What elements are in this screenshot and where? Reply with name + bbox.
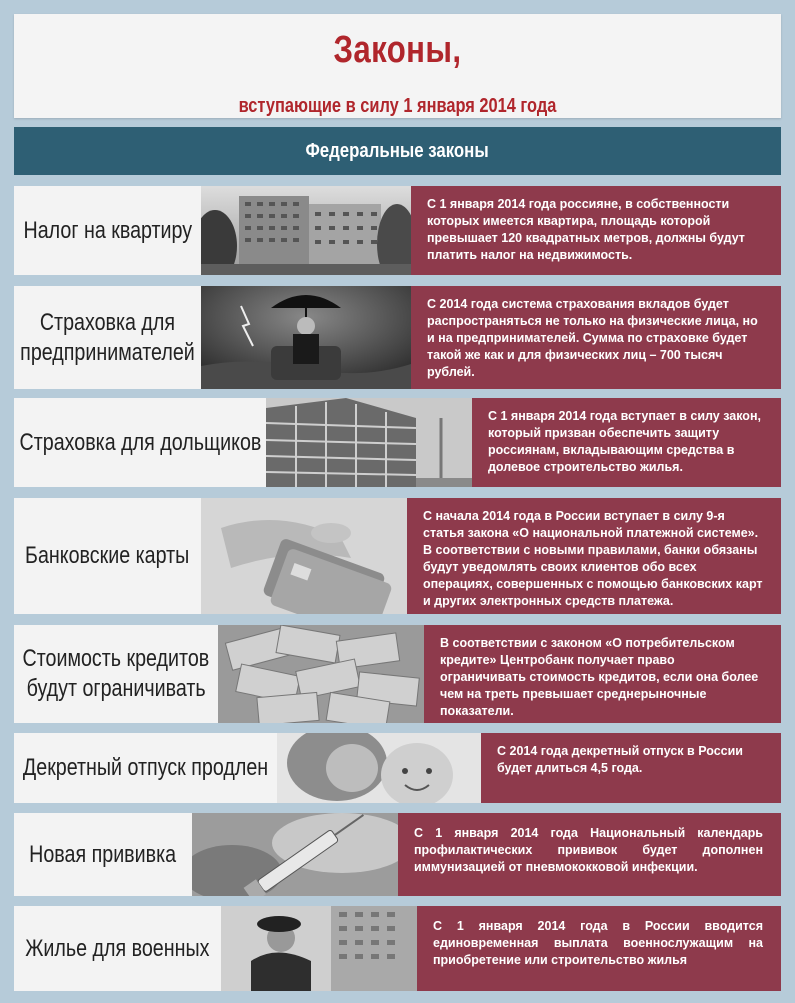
law-row-apartment-tax	[14, 186, 781, 275]
law-title: Страховка для предпринимателей	[20, 308, 195, 366]
law-title: Жилье для военных	[25, 934, 210, 962]
law-title: Банковские карты	[25, 542, 190, 569]
law-description: В соответствии с законом «О потребительском кредите» Центробанк получает право ограничивать стоимость кредитов, если она более чем на треть превышает среднерыночные показатели.	[424, 625, 781, 723]
header-panel	[14, 14, 781, 118]
law-description: С 1 января 2014 года россияне, в собственности которых имеется квартира, площадь которой превышает 120 квадратных метров, должны будут платить налог на недвижимость.	[411, 186, 781, 275]
law-row-maternity-leave	[14, 733, 781, 803]
law-row-credit-cost	[14, 625, 781, 723]
law-row-vaccination	[14, 813, 781, 896]
bank-card-hand-icon	[201, 498, 407, 614]
construction-building-icon	[266, 398, 472, 487]
law-row-entrepreneur-insurance	[14, 286, 781, 389]
military-officer-icon	[221, 906, 417, 991]
mother-baby-icon	[277, 733, 481, 803]
law-description: С 1 января 2014 года в России вводится единовременная выплата военнослужащим на приобретение или строительство жилья	[417, 906, 781, 991]
law-title: Новая прививка	[29, 840, 177, 868]
law-row-shareholder-insurance	[14, 398, 781, 487]
law-title: Декретный отпуск продлен	[22, 754, 269, 781]
law-description: С 1 января 2014 года вступает в силу закон, который призван обеспечить защиту россиянам, вкладывающим средства в долевое строительство жилья.	[472, 398, 781, 487]
page-subtitle: вступающие в силу 1 января 2014 года	[238, 95, 557, 117]
law-title: Стоимость кредитов будут ограничивать	[22, 645, 210, 702]
law-description: С 2014 года система страхования вкладов будет распространяться не только на физические лица, но и на предпринимателей. Сумма по страховке будет такой же как и для физических лиц – 700 тысяч рублей.	[411, 286, 781, 389]
syringe-icon	[192, 813, 398, 896]
businessman-umbrella-icon	[201, 286, 411, 389]
law-title: Налог на квартиру	[23, 216, 192, 244]
law-title: Страховка для дольщиков	[19, 428, 261, 456]
section-banner	[14, 127, 781, 175]
law-row-bank-cards	[14, 498, 781, 614]
page-title: Законы,	[333, 29, 462, 71]
banknotes-pile-icon	[218, 625, 424, 723]
apartment-building-icon	[201, 186, 411, 275]
law-description: С 2014 года декретный отпуск в России будет длиться 4,5 года.	[481, 733, 781, 803]
section-title: Федеральные законы	[305, 140, 490, 162]
law-description: С начала 2014 года в России вступает в силу 9-я статья закона «О национальной платежной системе». В соответствии с новыми правилами, банки обязаны будут уведомлять своих клиентов обо всех операциях, совершенных с помощью банковских карт и других электронных средств платежа.	[407, 498, 781, 614]
law-row-military-housing	[14, 906, 781, 991]
law-description: С 1 января 2014 года Национальный календарь профилактических прививок будет дополнен иммунизацией от пневмококковой инфекции.	[398, 813, 781, 896]
